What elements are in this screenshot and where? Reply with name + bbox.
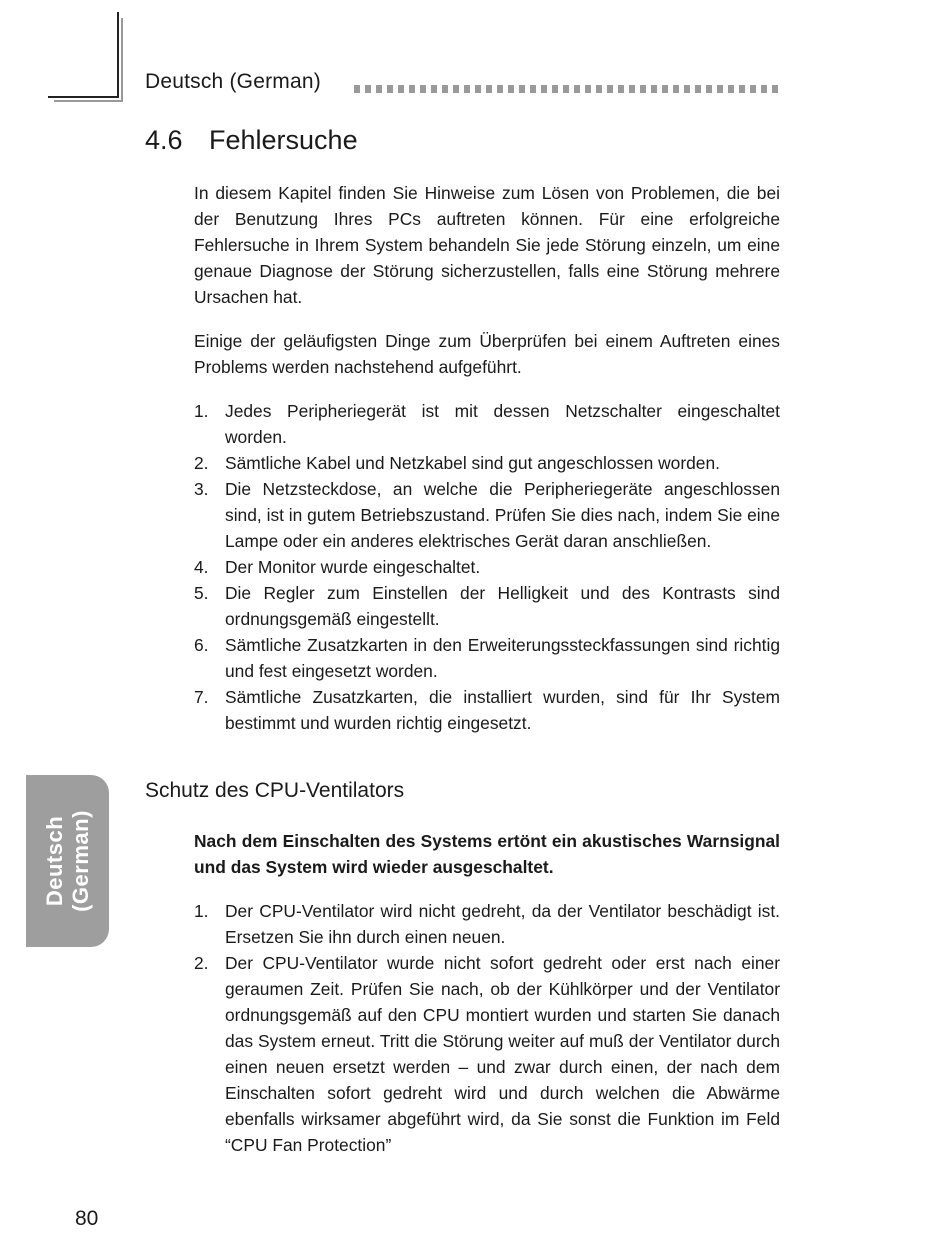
section-title-text: Fehlersuche (209, 125, 358, 155)
intro-paragraph: In diesem Kapitel finden Sie Hinweise zum Lösen von Problemen, die bei der Benutzung Ihres PCs auftreten können. Für eine erfolgreiche Fehlersuche in Ihrem System behandeln Sie jede Störung einzeln, um eine genaue Diagnose der Störung sicherzustellen, falls eine Störung mehrere Ursachen hat. (194, 183, 780, 307)
list-item (194, 476, 780, 554)
list-item-text: Die Netzsteckdose, an welche die Peripheriegeräte angeschlossen sind, ist in gutem Betriebszustand. Prüfen Sie dies nach, indem Sie eine Lampe oder ein anderes elektrisches Gerät daran anschließen. (225, 479, 780, 551)
list-item-number: 2. (194, 953, 209, 973)
side-tab-line2: (German) (67, 810, 93, 912)
list-item-text: Der Monitor wurde eingeschaltet. (225, 557, 481, 577)
subsection-title: Schutz des CPU-Ventilators (145, 779, 405, 802)
list-item-text: Die Regler zum Einstellen der Helligkeit und des Kontrasts sind ordnungsgemäß eingestellt. (225, 583, 780, 629)
problem-statement: Nach dem Einschalten des Systems ertönt ein akustisches Warnsignal und das System wird wieder ausgeschaltet. (194, 831, 780, 877)
corner-mark-vertical-shadow (121, 18, 123, 102)
list-item-text: Der CPU-Ventilator wird nicht gedreht, da der Ventilator beschädigt ist. Ersetzen Sie ihn durch einen neuen. (225, 901, 780, 947)
list-item-text: Sämtliche Kabel und Netzkabel sind gut angeschlossen worden. (225, 453, 720, 473)
list-item (194, 398, 780, 450)
list-item-text: Sämtliche Zusatzkarten, die installiert wurden, sind für Ihr System bestimmt und wurden richtig eingesetzt. (225, 687, 780, 733)
section-title (145, 125, 358, 156)
list-item (194, 450, 780, 476)
list-item-number: 2. (194, 453, 209, 473)
list-item (194, 554, 780, 580)
corner-mark-vertical (117, 12, 119, 98)
list-item (194, 632, 780, 684)
list-item-number: 3. (194, 479, 209, 499)
running-head: Deutsch (German) (145, 70, 321, 93)
list-item-number: 7. (194, 687, 209, 707)
list-item (194, 950, 780, 1158)
list-item-text: Der CPU-Ventilator wurde nicht sofort gedreht oder erst nach einer geraumen Zeit. Prüfen Sie nach, ob der Kühlkörper und der Ventilator ordnungsgemäß auf den CPU montiert wurden und starten Sie danach das System erneut. Tritt die Störung weiter auf muß der Ventilator durch einen neuen ersetzt werden – und zwar durch einen, der nach dem Einschalten sofort gedreht wird und durch welchen die Abwärme ebenfalls wirksamer abgeführt wird, da Sie sonst die Funktion im Feld “CPU Fan Protection” (225, 953, 780, 1155)
dotted-rule (354, 85, 780, 93)
corner-mark-horizontal-shadow (54, 100, 123, 102)
list-item-text: Jedes Peripheriegerät ist mit dessen Netzschalter eingeschaltet worden. (225, 401, 780, 447)
list-item-text: Sämtliche Zusatzkarten in den Erweiterungssteckfassungen sind richtig und fest eingesetzt worden. (225, 635, 780, 681)
list-item-number: 5. (194, 583, 209, 603)
list-item-number: 6. (194, 635, 209, 655)
list-item (194, 580, 780, 632)
checklist-intro-paragraph: Einige der geläufigsten Dinge zum Überprüfen bei einem Auftreten eines Problems werden nachstehend aufgeführt. (194, 331, 780, 377)
list-item-number: 4. (194, 557, 209, 577)
language-side-tab (26, 775, 109, 947)
side-tab-line1: Deutsch (41, 815, 67, 907)
page-number: 80 (75, 1207, 99, 1230)
side-tab-label (42, 810, 94, 912)
list-item-number: 1. (194, 901, 209, 921)
list-item-number: 1. (194, 401, 209, 421)
section-number: 4.6 (145, 125, 183, 155)
checklist (194, 398, 780, 736)
list-item (194, 898, 780, 950)
corner-mark-horizontal (48, 96, 119, 98)
fan-solutions-list (194, 898, 780, 1158)
list-item (194, 684, 780, 736)
